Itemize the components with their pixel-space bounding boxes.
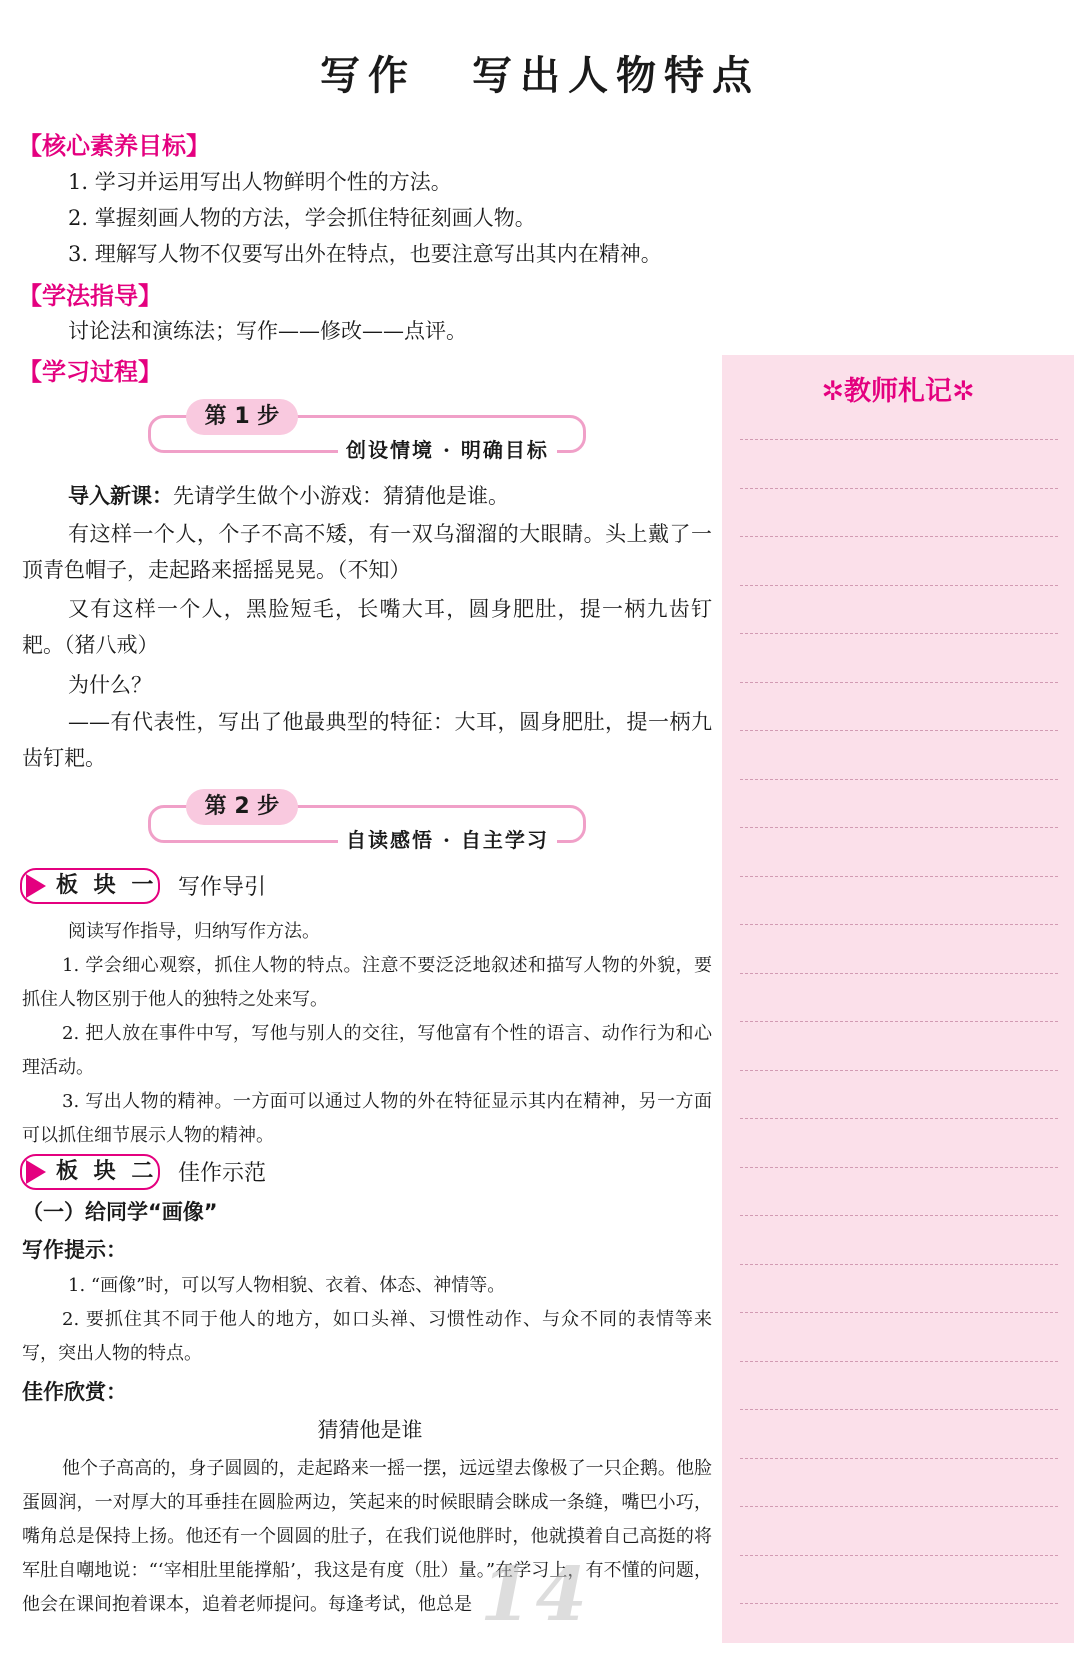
- block1-paragraph: 2. 把人放在事件中写，写他与别人的交往，写他富有个性的语言、动作行为和心理活动。: [22, 1023, 712, 1078]
- notes-dashed-line: [740, 1215, 1058, 1216]
- title-part1: 写作: [320, 53, 416, 99]
- step2-banner: [148, 789, 588, 855]
- notes-dashed-line: [740, 633, 1058, 634]
- step1-question: 为什么？: [68, 673, 152, 697]
- notes-dashed-line: [740, 1361, 1058, 1362]
- page-title: [0, 44, 1080, 101]
- hint-heading: 写作提示：: [22, 1238, 127, 1262]
- hint-item: 2. 要抓住其不同于他人的地方，如口头禅、习惯性动作、与众不同的表情等来写，突出人物的特点。: [22, 1309, 712, 1364]
- appreciate-heading: 佳作欣赏：: [22, 1380, 127, 1404]
- step2-label: 第 2 步: [186, 789, 298, 825]
- notes-dashed-line: [740, 779, 1058, 780]
- notes-dashed-line: [740, 1603, 1058, 1604]
- goal-item: 2. 掌握刻画人物的方法，学会抓住特征刻画人物。: [68, 206, 536, 230]
- notes-dashed-line: [740, 1312, 1058, 1313]
- notes-dashed-line: [740, 1506, 1058, 1507]
- block1-tag: [20, 868, 160, 904]
- notes-dashed-line: [740, 973, 1058, 974]
- step1-label: 第 1 步: [186, 399, 298, 435]
- notes-dashed-line: [740, 1070, 1058, 1071]
- core-goals-heading: 【核心素养目标】: [18, 132, 210, 160]
- notes-dashed-line: [740, 1409, 1058, 1410]
- method-heading: 【学法指导】: [18, 282, 162, 310]
- step1-banner: [148, 399, 588, 465]
- notes-dashed-line: [740, 585, 1058, 586]
- notes-dashed-line: [740, 1458, 1058, 1459]
- step2-subtitle: 自读感悟 · 自主学习: [338, 825, 557, 855]
- notes-dashed-line: [740, 1555, 1058, 1556]
- block1-title: 写作导引: [178, 875, 267, 900]
- notes-dashed-line: [740, 1118, 1058, 1119]
- essay-text: 他个子高高的，身子圆圆的，走起路来一摇一摆，远远望去像极了一只企鹅。他脸蛋圆润，一对厚大的耳垂挂在圆脸两边，笑起来的时候眼睛会眯成一条缝，嘴巴小巧，嘴角总是保持上扬。他还有一个圆圆的肚子，在我们说他胖时，他就摸着自己高挺的将军肚自嘲地说：“‘宰相肚里能撑船’，我这是有度（肚）量。”在学习上，有不懂的问题，他会在课间抱着课本，追着老师提问。每逢考试，他总是: [22, 1458, 712, 1615]
- block1-tag-label: 板 块 一: [56, 873, 158, 898]
- notes-dashed-line: [740, 682, 1058, 683]
- notes-dashed-line: [740, 1021, 1058, 1022]
- intro-text: 先请学生做个小游戏：猜猜他是谁。: [173, 484, 509, 508]
- step1-paragraph: 有这样一个人，个子不高不矮，有一双乌溜溜的大眼睛。头上戴了一顶青色帽子，走起路来摇摇晃晃。（不知）: [22, 522, 712, 582]
- teacher-notes-title: ✲教师札记✲: [821, 376, 975, 407]
- notes-dashed-line: [740, 536, 1058, 537]
- notes-dashed-line: [740, 1264, 1058, 1265]
- notes-dashed-line: [740, 827, 1058, 828]
- block1-paragraph: 1. 学会细心观察，抓住人物的特点。注意不要泛泛地叙述和描写人物的外貌，要抓住人物区别于他人的独特之处来写。: [22, 955, 712, 1010]
- block2-title: 佳作示范: [178, 1161, 267, 1186]
- goal-item: 3. 理解写人物不仅要写出外在特点，也要注意写出其内在精神。: [68, 242, 662, 266]
- goal-item: 1. 学习并运用写出人物鲜明个性的方法。: [68, 170, 452, 194]
- notes-dashed-line: [740, 488, 1058, 489]
- method-text: 讨论法和演练法；写作——修改——点评。: [68, 319, 467, 343]
- block2-tag-label: 板 块 二: [56, 1159, 158, 1184]
- intro-line: [68, 478, 708, 514]
- play-triangle-icon: [26, 1160, 46, 1184]
- notes-dashed-line: [740, 924, 1058, 925]
- page-number: 14: [480, 1552, 591, 1638]
- notes-dashed-line: [740, 439, 1058, 440]
- title-part2: 写出人物特点: [472, 53, 760, 99]
- step1-answer: ——有代表性，写出了他最典型的特征：大耳，圆身肥肚，提一柄九齿钉耙。: [22, 710, 712, 770]
- block2-sub1: （一）给同学“画像”: [22, 1200, 218, 1224]
- hint-item: 1. “画像”时，可以写人物相貌、衣着、体态、神情等。: [68, 1275, 506, 1296]
- essay-title: 猜猜他是谁: [317, 1418, 423, 1442]
- block1-lead: 阅读写作指导，归纳写作方法。: [68, 921, 320, 942]
- notes-dashed-line: [740, 876, 1058, 877]
- intro-bold: 导入新课：: [68, 484, 173, 508]
- notes-dashed-line: [740, 730, 1058, 731]
- block2-tag: [20, 1154, 160, 1190]
- block1-paragraph: 3. 写出人物的精神。一方面可以通过人物的外在特征显示其内在精神，另一方面可以抓住细节展示人物的精神。: [22, 1091, 712, 1146]
- teacher-notes-panel: [722, 355, 1074, 1643]
- play-triangle-icon: [26, 874, 46, 898]
- step1-subtitle: 创设情境 · 明确目标: [338, 435, 557, 465]
- process-heading: 【学习过程】: [18, 358, 162, 386]
- notes-dashed-line: [740, 1167, 1058, 1168]
- step1-paragraph: 又有这样一个人，黑脸短毛，长嘴大耳，圆身肥肚，提一柄九齿钉耙。（猪八戒）: [22, 597, 712, 657]
